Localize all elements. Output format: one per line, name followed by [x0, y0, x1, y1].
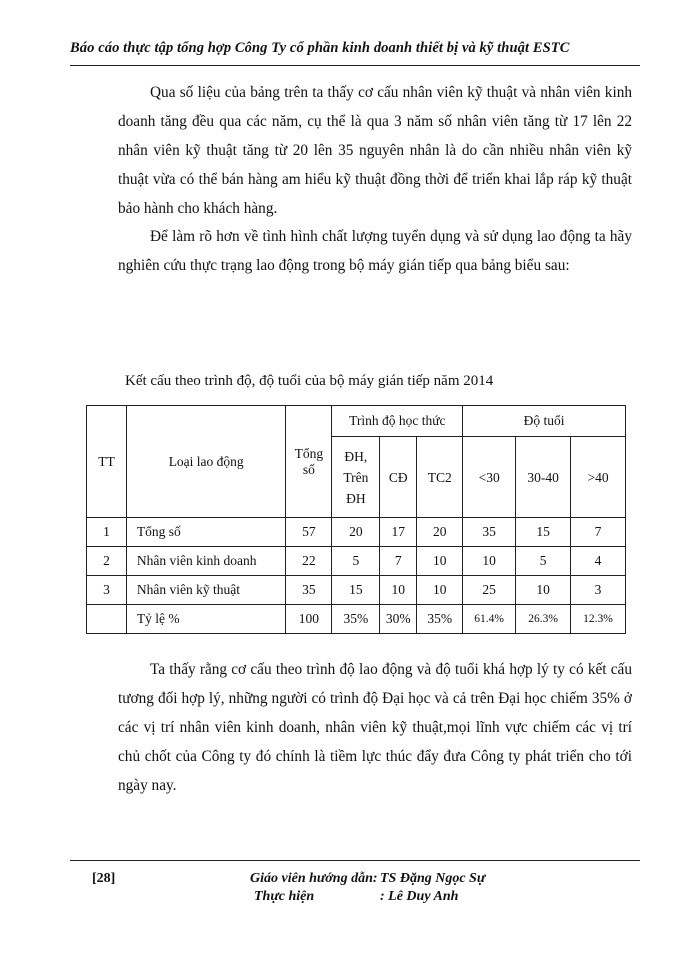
- cell-tc2: 10: [417, 576, 463, 605]
- paragraph-3: Ta thấy rằng cơ cấu theo trình độ lao động và độ tuổi khá hợp lý ty có kết cấu tương đối hợp lý, những người có trình độ Đại học và cả trên Đại học chiếm 35% ở các vị trí nhân viên kinh doanh, nhân viên kỹ thuật,mọi lĩnh vực chiếm các vị trí chủ chốt của Công ty đó chính là tiềm lực thúc đẩy đưa Công ty phát triển cho tới ngày nay.: [118, 661, 632, 794]
- header-tt: TT: [87, 406, 127, 518]
- cell-age-under-30: 10: [463, 547, 516, 576]
- header-tc2: TC2: [417, 437, 463, 518]
- advisor-label: Giáo viên hướng dẫn:: [250, 871, 378, 886]
- cell-age-under-30: 61.4%: [463, 605, 516, 634]
- header-labor-type: Loại lao động: [126, 406, 286, 518]
- table-row: [87, 605, 626, 634]
- cell-university: 20: [332, 518, 380, 547]
- cell-age-over-40: 3: [571, 576, 626, 605]
- cell-university: 35%: [332, 605, 380, 634]
- cell-college: 17: [380, 518, 417, 547]
- cell-age-over-40: 4: [571, 547, 626, 576]
- labor-structure-table: [86, 405, 626, 634]
- cell-tc2: 10: [417, 547, 463, 576]
- cell-college: 7: [380, 547, 417, 576]
- cell-age-30-40: 26.3%: [516, 605, 571, 634]
- paragraph-2: Để làm rõ hơn về tình hình chất lượng tuyển dụng và sử dụng lao động ta hãy nghiên cứu thực trạng lao động trong bộ máy gián tiếp qua bảng biểu sau:: [118, 228, 632, 274]
- cell-tc2: 35%: [417, 605, 463, 634]
- header-age-under-30: <30: [463, 437, 516, 518]
- paragraph-1: Qua số liệu của bảng trên ta thấy cơ cấu nhân viên kỹ thuật và nhân viên kinh doanh tăng đều qua các năm, cụ thể là qua 3 năm số nhân viên tăng từ 17 lên 22 nhân viên kỹ thuật tăng từ 20 lên 35 nguyên nhân là do cần nhiều nhân viên kỹ thuật vừa có thể bán hàng am hiểu kỹ thuật đồng thời để triển khai lắp ráp kỹ thuật bảo hành cho khách hàng.: [118, 84, 632, 217]
- header-age-over-40: >40: [571, 437, 626, 518]
- cell-age-30-40: 10: [516, 576, 571, 605]
- header-college: CĐ: [380, 437, 417, 518]
- document-header: Báo cáo thực tập tổng hợp Công Ty cổ phần kinh doanh thiết bị và kỹ thuật ESTC: [70, 40, 640, 66]
- cell-college: 30%: [380, 605, 417, 634]
- table-row: [87, 518, 626, 547]
- header-total: Tổng số: [286, 406, 332, 518]
- header-age-group: Độ tuổi: [463, 406, 626, 437]
- cell-age-over-40: 7: [571, 518, 626, 547]
- cell-tt: 1: [87, 518, 127, 547]
- cell-total: 57: [286, 518, 332, 547]
- cell-age-30-40: 15: [516, 518, 571, 547]
- cell-college: 10: [380, 576, 417, 605]
- cell-age-over-40: 12.3%: [571, 605, 626, 634]
- header-age-30-40: 30-40: [516, 437, 571, 518]
- cell-age-under-30: 35: [463, 518, 516, 547]
- page-number: [28]: [92, 871, 116, 886]
- executor-name: : Lê Duy Anh: [380, 889, 459, 904]
- cell-tt: 3: [87, 576, 127, 605]
- cell-labor-type: Nhân viên kỹ thuật: [126, 576, 286, 605]
- cell-total: 100: [286, 605, 332, 634]
- table-row: [87, 576, 626, 605]
- cell-university: 15: [332, 576, 380, 605]
- cell-tc2: 20: [417, 518, 463, 547]
- cell-labor-type: Tổng số: [126, 518, 286, 547]
- advisor-name: TS Đặng Ngọc Sự: [380, 871, 486, 886]
- cell-total: 35: [286, 576, 332, 605]
- cell-total: 22: [286, 547, 332, 576]
- cell-age-30-40: 5: [516, 547, 571, 576]
- document-footer: [70, 860, 640, 921]
- cell-labor-type: Nhân viên kinh doanh: [126, 547, 286, 576]
- cell-tt: 2: [87, 547, 127, 576]
- cell-university: 5: [332, 547, 380, 576]
- table-caption: Kết cấu theo trình độ, độ tuổi của bộ máy gián tiếp năm 2014: [125, 373, 494, 389]
- header-university: ĐH, Trên ĐH: [332, 437, 380, 518]
- table-row: [87, 547, 626, 576]
- cell-tt: [87, 605, 127, 634]
- executor-label: Thực hiện: [254, 889, 315, 904]
- cell-age-under-30: 25: [463, 576, 516, 605]
- cell-labor-type: Tỷ lệ %: [126, 605, 286, 634]
- header-education-group: Trình độ học thức: [332, 406, 463, 437]
